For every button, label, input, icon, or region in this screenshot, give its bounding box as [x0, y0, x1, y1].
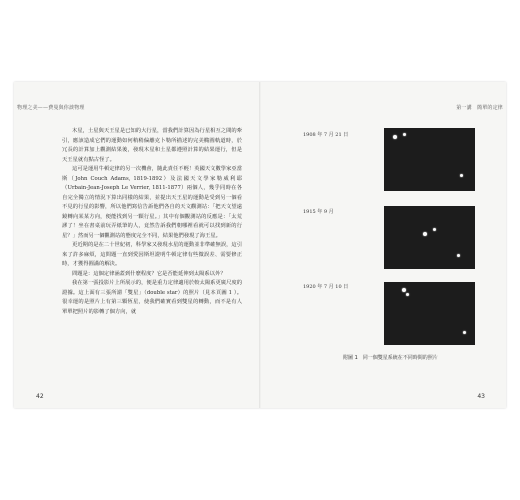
star [402, 288, 406, 292]
double-star-photo [384, 128, 475, 191]
paragraph: 我在第一張投影片上所展示的，便是重力定律適用於較太陽系更廣尺度的證據。這上面有三張所謂「雙星」（double star）的照片（見本頁圖 1 ）。很幸運的是照片上有第三顆恆星，使我們確實看到雙星的轉動，而不是有人單單把照片的影轉了個方向，就 [62, 280, 242, 315]
star [457, 254, 460, 257]
running-header-right: 第一講 簡單的定律 [456, 105, 503, 111]
photo-date-label: 1920 年 7 月 10 日 [303, 284, 349, 290]
paragraph: 木星，土星與天王星是已知的大行星，當我們計算因為行星相互之間的牽引，應該造成它們的運動如何稍稍偏離克卜勒所描述的完美橢圓軌道時，於冗長的計算加上觀測結果後，發現木星和土星都遵照計算的結果運行，但是天王星就有點古怪了。 [62, 128, 242, 163]
star [463, 331, 466, 334]
photo-date-label: 1915 年 9 月 [303, 209, 334, 215]
paragraph: 這可是運用牛頓定律的另一次機會，隨此責任不輕！英國天文數學家亞當斯（John Couch Adams, 1819-1892）及法國天文學家勒威利耶（Urbain-Jean-Joseph Le Verrier, 1811-1877）兩個人，幾乎同時在各自完全獨立的情況下算出同樣的結果，並提出天王星的運動是受到另一個看不見的行星的影響，所以他們寫信告訴他們各自的天文觀測站：「把天文望遠鏡轉向某某方向，便能找到另一顆行星。」其中有個觀測站的反應是：「太荒謬了！坐在書桌前玩弄紙筆的人，竟然告訴我們朝哪裡看就可以找到新的行星？」然而另一個觀測站的態度完全不同，結果他們發現了海王星。 [62, 166, 242, 239]
star [433, 228, 436, 231]
body-text [62, 127, 242, 317]
double-star-photo [384, 206, 475, 269]
page-number-right: 43 [477, 393, 485, 400]
star [393, 135, 397, 139]
page-gutter [259, 82, 261, 408]
star [406, 293, 409, 296]
running-header-left: 物理之美——費曼與你談物理 [17, 105, 85, 111]
figure-caption: 附圖 1 同一個雙星系統在不同時間的照片 [343, 355, 438, 361]
page-number-left: 42 [36, 393, 44, 400]
star [403, 133, 406, 136]
paragraph: 更近期的是在二十世紀初，科學家又發現水星的運動並非準確無誤，這引來了許多麻煩，這問題一直到愛因斯坦證明牛頓定律有些微誤差、需要修正時，才獲得圓滿的解決。 [62, 242, 242, 267]
star [460, 174, 463, 177]
paragraph: 問題是：這個定律涵蓋到什麼程度？它是否能延伸到太陽系以外？ [72, 270, 226, 277]
double-star-photo [384, 282, 475, 345]
star [423, 232, 427, 236]
photo-date-label: 1908 年 7 月 21 日 [303, 132, 349, 138]
